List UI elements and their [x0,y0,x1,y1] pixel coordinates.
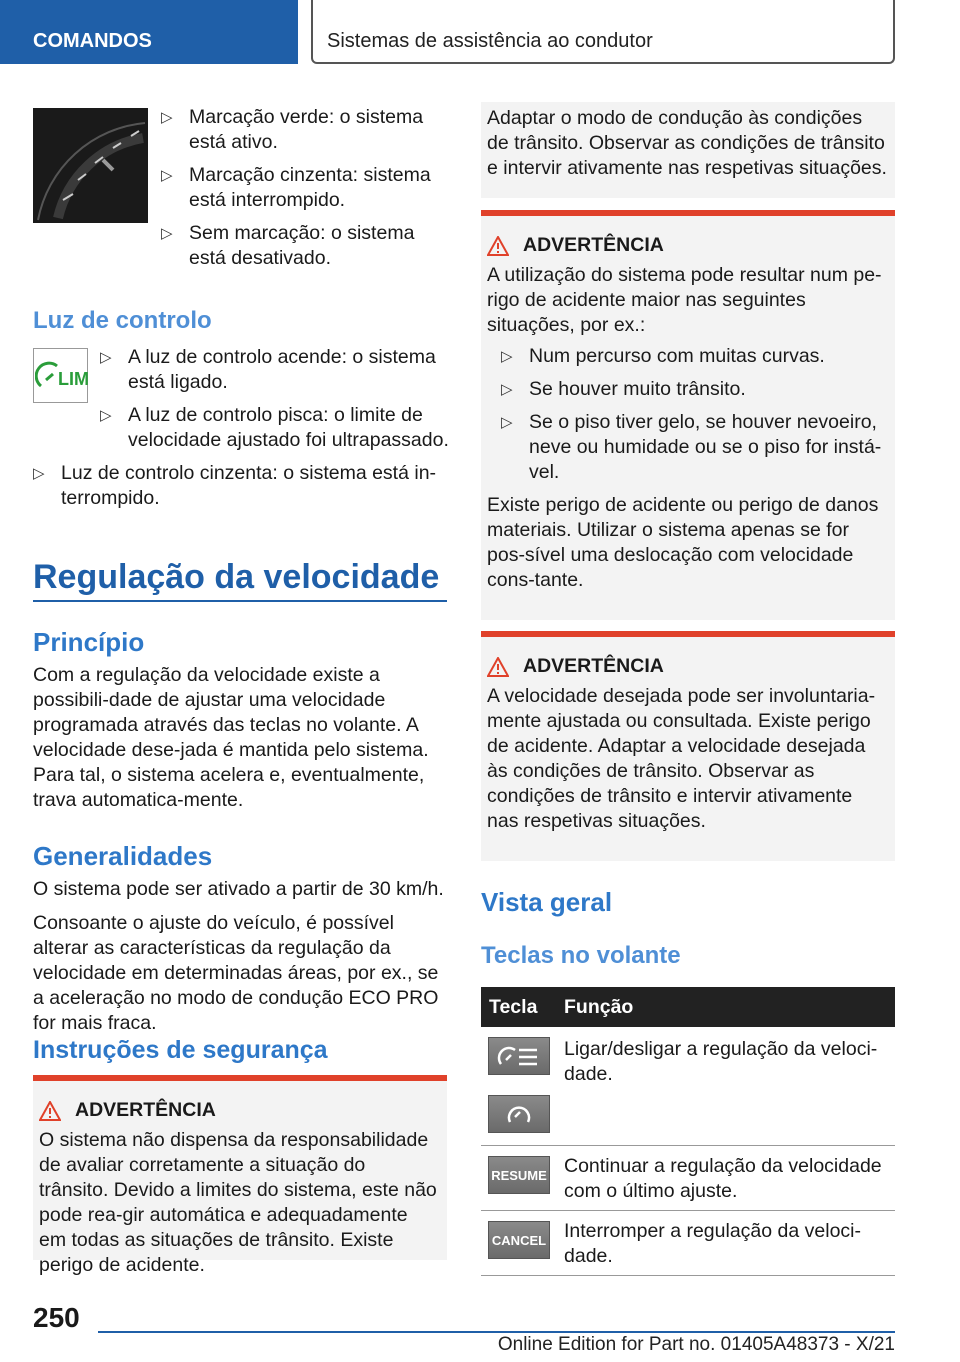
warning-triangle-icon [487,236,509,256]
generalidades-paragraph-1: O sistema pode ser ativado a partir de 30 km/h. [33,878,444,900]
warning-triangle-icon [487,657,509,677]
section-heading-luz: Luz de controlo [33,307,212,334]
list-item: ▷ Luz de controlo cinzenta: o sistema está in-terrompido. [33,461,448,511]
cancel-key: CANCEL [488,1221,550,1259]
luz-list [100,345,450,461]
warning-triangle-icon [39,1101,61,1121]
column-header-funcao: Função [564,995,634,1018]
continuation-box [481,102,895,198]
table-row [481,1211,895,1276]
list-item: ▷ Sem marcação: o sistema está desativado. [161,221,451,271]
lim-label: LIM [58,369,89,389]
list-item: ▷ Se o piso tiver gelo, se houver nevoeiro, neve ou humidade ou se o piso for instá-vel. [501,410,887,485]
table-row [481,1027,895,1146]
speedometer-arc-icon [33,108,148,223]
warning-heading [487,655,887,678]
luz-list-2 [33,461,448,519]
warning-label: ADVERTÊNCIA [75,1099,216,1121]
warning-text-2: Existe perigo de acidente ou perigo de danos materiais. Utilizar o sistema apenas se for pos-sível uma deslocação com velocidade cons-tante. [487,494,879,591]
heading-principio: Princípio [33,627,145,657]
keys-table [481,987,895,1276]
page-title: Regulação da velocidade [33,558,440,596]
heading-vista-geral: Vista geral [481,887,613,917]
warning-text: O sistema não dispensa da responsabilidade de avaliar corretamente a situação do trânsito. Devido a limites do sistema, este não pode rea-gir automática e adequadamente em todas as situações de trânsito. Existe perigo de acidente. [39,1129,437,1276]
warning-heading [487,234,887,257]
edition-note: Online Edition for Part no. 01405A48373 - X/21 [497,1334,895,1355]
column-header-tecla: Tecla [489,995,538,1018]
heading-seguranca: Instruções de segurança [33,1036,328,1064]
resume-key: RESUME [488,1156,550,1194]
cruise-toggle-key [488,1037,550,1075]
warning-heading [39,1099,439,1122]
function-text: Continuar a regulação da velocidade com o último ajuste. [564,1155,882,1202]
speedometer-image [33,108,148,223]
principio-paragraph: Com a regulação da velocidade existe a possibili-dade de ajustar uma velocidade programada através das teclas no volante. A velocidade dese-jada é mantida pelo sistema. Para tal, o sistema acelera e, eventualmente, trava automatica-mente. [33,664,429,811]
list-item: ▷ A luz de controlo acende: o sistema está ligado. [100,345,450,395]
cruise-control-icon [504,1100,534,1128]
list-item: ▷ Marcação cinzenta: sistema está interrompido. [161,163,451,213]
warning-box-3 [481,631,895,861]
warning-text: A velocidade desejada pode ser involuntaria-mente ajustada ou consultada. Existe perigo de acidente. Adaptar a velocidade desejada às condições de trânsito. Observar as condições de trânsito e intervir ativamente nas respetivas situações. [487,685,876,832]
generalidades-paragraph-2: Consoante o ajuste do veículo, é possível alterar as características da regulação da velocidade em determinadas áreas, por ex., se a aceleração no modo de condução ECO PRO for mais fraca. [33,912,439,1034]
function-text: Ligar/desligar a regulação da veloci-dade. [564,1038,878,1085]
marking-list [161,105,451,279]
list-item: ▷ A luz de controlo pisca: o limite de velocidade ajustado foi ultrapassado. [100,403,450,453]
title-rule [33,600,447,602]
table-row [481,1146,895,1211]
heading-generalidades: Generalidades [33,841,213,871]
warning-text: A utilização do sistema pode resultar num pe-rigo de acidente maior nas seguintes situações, por ex.: [487,264,882,336]
warning-label: ADVERTÊNCIA [523,234,664,256]
warning-box-2 [481,210,895,620]
list-item: ▷ Num percurso com muitas curvas. [501,344,887,369]
warning-box-1 [33,1075,447,1276]
heading-teclas: Teclas no volante [481,942,681,969]
page-number: 250 [33,1302,80,1333]
section-tab [0,0,298,64]
chapter-header [311,0,895,64]
table-header [481,987,895,1027]
section-label: COMANDOS [33,30,152,52]
list-item: ▷ Se houver muito trânsito. [501,377,887,402]
warning-label: ADVERTÊNCIA [523,655,664,677]
footer-rule [98,1331,895,1333]
cruise-control-icon [497,1042,541,1070]
cruise-toggle-key-alt [488,1095,550,1133]
chapter-label: Sistemas de assistência ao condutor [327,30,653,52]
function-text: Interromper a regulação da veloci-dade. [564,1220,861,1267]
continuation-text: Adaptar o modo de condução às condições de trânsito. Observar as condições de trânsito e intervir ativamente nas respetivas situações. [487,107,887,179]
lim-indicator [33,348,88,403]
list-item: ▷ Marcação verde: o sistema está ativo. [161,105,451,155]
warning-list [501,344,887,485]
